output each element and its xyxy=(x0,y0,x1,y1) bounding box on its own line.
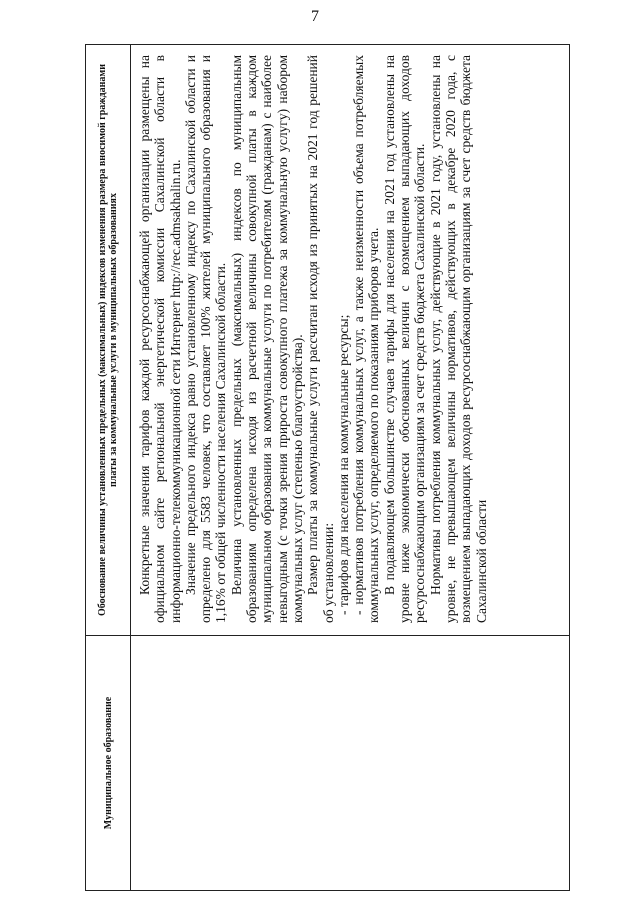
justification-table xyxy=(85,44,570,891)
header-justification: Обоснование величины установленных предельных (максимальных) индексов изменения размера вносимой гражданами платы за коммунальные услуги в муниципальных образованиях xyxy=(86,45,131,636)
page-number: 7 xyxy=(311,8,319,25)
cell-municipality xyxy=(131,636,570,891)
paragraph-payment-basis: Размер платы за коммунальные услуги рассчитан исходя из принятых на 2021 год решений об установлении: xyxy=(305,55,336,623)
list-item-tariffs: - тарифов для населения на коммунальные ресурсы; xyxy=(335,314,351,615)
rotated-table-sheet xyxy=(85,45,570,891)
paragraph-index-value: Значение предельного индекса равно установленному индексу по Сахалинской области и определено для 5583 человек, что составляет 100% жителей муниципального образования и 1,16% от общей численности населения Сахалинской области. xyxy=(182,55,229,623)
paragraph-tariff-level: В подавляющем большинстве случаев тарифы для населения на 2021 год установлены на уровне ниже экономически обоснованных величин с возмещением выпадающих доходов ресурсоснабжающим организациям за счет средств бюджета Сахалинской области. xyxy=(381,55,428,623)
header-municipality: Муниципальное образование xyxy=(86,636,131,891)
paragraph-tariffs-published: Конкретные значения тарифов каждой ресурсоснабжающей организации размещены на официальном сайте региональной энергетической комиссии Сахалинской области в информационно-телекоммуникационной сети Интернет http://rec.admsakhalin.ru. xyxy=(137,55,183,623)
cell-justification xyxy=(131,45,570,636)
paragraph-index-calculation: Величина установленных предельных (максимальных) индексов по муниципальным образованиям определена исходя из расчетной величины совокупной платы в каждом муниципальном образовании за коммунальные услуги по потребителям (гражданам) с наиболее невыгодным (с точки зрения прироста совокупного платежа за коммунальную услугу) набором коммунальных услуг (степенью благоустройства). xyxy=(228,55,305,623)
paragraph-consumption-norms: Нормативы потребления коммунальных услуг, действующие в 2021 году, установлены на уровне, не превышающем величины нормативов, действующих в декабре 2020 года, с возмещением выпадающих доходов ресурсоснабжающим организациям за счет средств бюджета Сахалинской области xyxy=(427,55,489,623)
list-item-norms: - нормативов потребления коммунальных услуг, а также неизменности объема потребляемых коммунальных услуг, определяемого по показаниям приборов учета. xyxy=(351,55,382,623)
table-header-row xyxy=(86,45,131,891)
table-row xyxy=(131,45,570,891)
